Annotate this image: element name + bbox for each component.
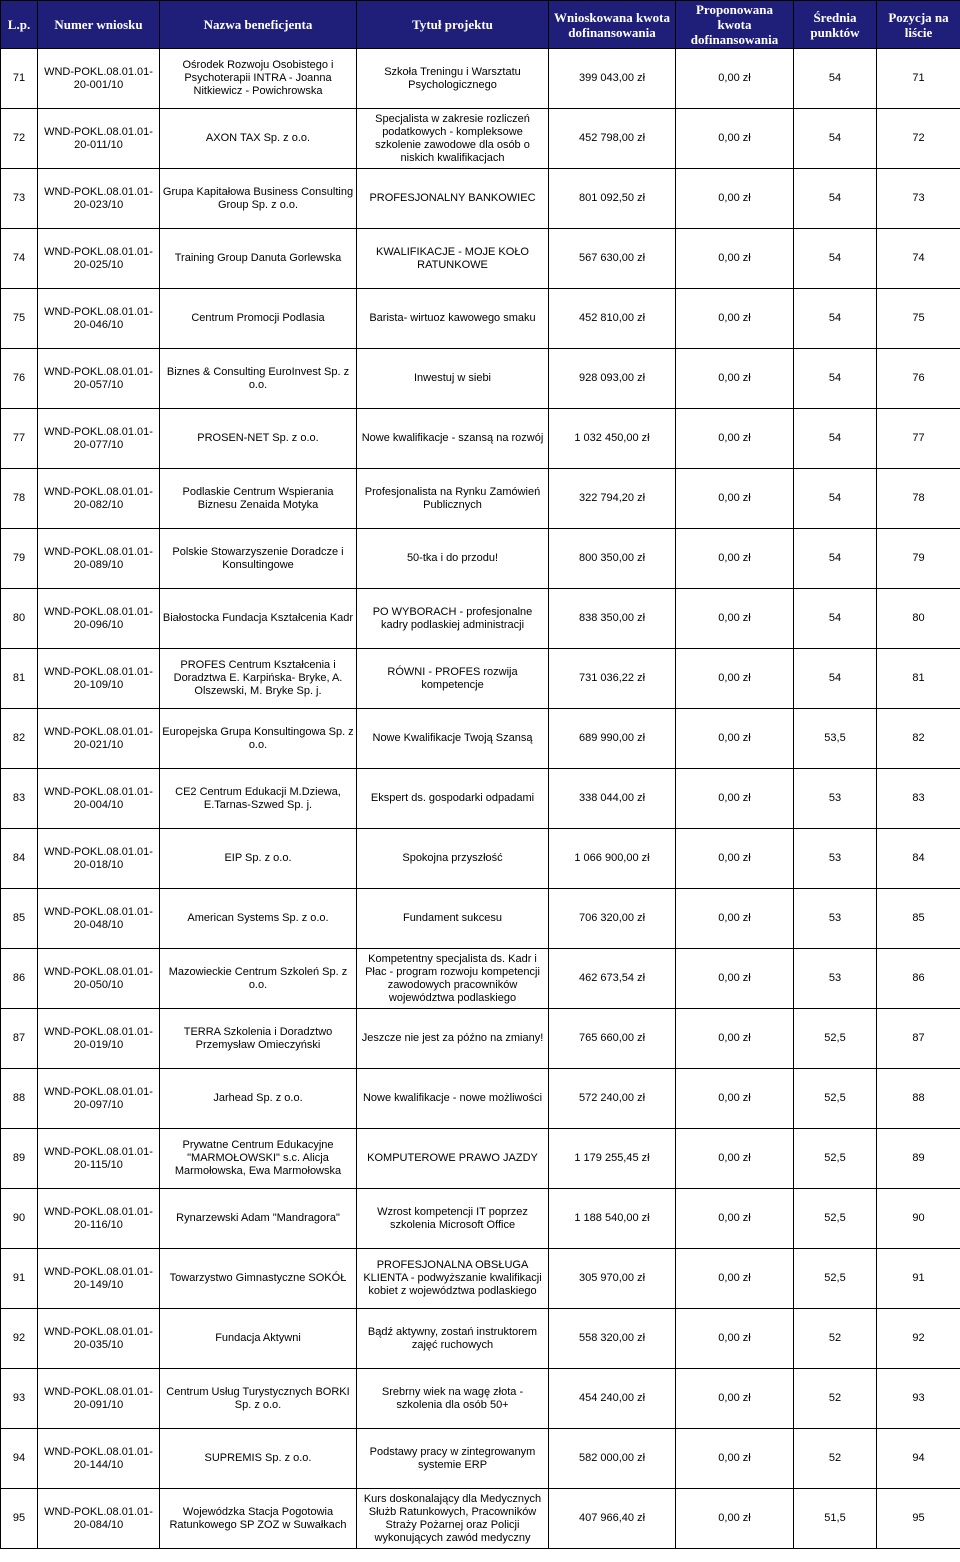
table-row [1, 289, 960, 349]
row-beneficiary: Training Group Danuta Gorlewska [160, 229, 357, 289]
table-row [1, 709, 960, 769]
row-average-points: 53 [794, 949, 877, 1009]
row-average-points: 53 [794, 889, 877, 949]
row-proposed-amount: 0,00 zł [676, 1069, 794, 1129]
row-average-points: 52,5 [794, 1249, 877, 1309]
row-beneficiary: Białostocka Fundacja Kształcenia Kadr [160, 589, 357, 649]
row-requested-amount: 689 990,00 zł [549, 709, 676, 769]
header-lp: L.p. [1, 1, 38, 49]
row-lp: 83 [1, 769, 38, 829]
row-lp: 84 [1, 829, 38, 889]
header-proposed-amount: Proponowana kwota dofinansowania [676, 1, 794, 49]
table-row [1, 169, 960, 229]
row-application-number: WND-POKL.08.01.01-20-048/10 [38, 889, 160, 949]
table-row [1, 949, 960, 1009]
row-lp: 95 [1, 1489, 38, 1549]
row-list-position: 79 [877, 529, 960, 589]
row-requested-amount: 1 066 900,00 zł [549, 829, 676, 889]
row-application-number: WND-POKL.08.01.01-20-082/10 [38, 469, 160, 529]
row-lp: 94 [1, 1429, 38, 1489]
row-proposed-amount: 0,00 zł [676, 889, 794, 949]
row-project-title: KOMPUTEROWE PRAWO JAZDY [357, 1129, 549, 1189]
row-requested-amount: 801 092,50 zł [549, 169, 676, 229]
row-beneficiary: PROSEN-NET Sp. z o.o. [160, 409, 357, 469]
row-lp: 91 [1, 1249, 38, 1309]
row-proposed-amount: 0,00 zł [676, 649, 794, 709]
row-list-position: 94 [877, 1429, 960, 1489]
row-lp: 87 [1, 1009, 38, 1069]
row-project-title: Barista- wirtuoz kawowego smaku [357, 289, 549, 349]
row-list-position: 80 [877, 589, 960, 649]
row-beneficiary: SUPREMIS Sp. z o.o. [160, 1429, 357, 1489]
row-list-position: 78 [877, 469, 960, 529]
row-lp: 88 [1, 1069, 38, 1129]
row-average-points: 54 [794, 589, 877, 649]
row-application-number: WND-POKL.08.01.01-20-021/10 [38, 709, 160, 769]
row-lp: 79 [1, 529, 38, 589]
row-requested-amount: 706 320,00 zł [549, 889, 676, 949]
row-average-points: 54 [794, 409, 877, 469]
row-lp: 93 [1, 1369, 38, 1429]
row-project-title: PROFESJONALNA OBSŁUGA KLIENTA - podwyższanie kwalifikacji kobiet z województwa podlaskiego [357, 1249, 549, 1309]
row-average-points: 53 [794, 769, 877, 829]
row-project-title: Ekspert ds. gospodarki odpadami [357, 769, 549, 829]
row-beneficiary: Prywatne Centrum Edukacyjne "MARMOŁOWSKI" s.c. Alicja Marmołowska, Ewa Marmołowska [160, 1129, 357, 1189]
row-application-number: WND-POKL.08.01.01-20-096/10 [38, 589, 160, 649]
row-project-title: Fundament sukcesu [357, 889, 549, 949]
row-beneficiary: Grupa Kapitałowa Business Consulting Group Sp. z o.o. [160, 169, 357, 229]
row-proposed-amount: 0,00 zł [676, 1009, 794, 1069]
row-average-points: 52,5 [794, 1129, 877, 1189]
row-proposed-amount: 0,00 zł [676, 1309, 794, 1369]
row-proposed-amount: 0,00 zł [676, 709, 794, 769]
table-row [1, 1009, 960, 1069]
row-lp: 90 [1, 1189, 38, 1249]
row-beneficiary: Mazowieckie Centrum Szkoleń Sp. z o.o. [160, 949, 357, 1009]
row-project-title: Podstawy pracy w zintegrowanym systemie ERP [357, 1429, 549, 1489]
row-average-points: 52 [794, 1369, 877, 1429]
row-requested-amount: 1 179 255,45 zł [549, 1129, 676, 1189]
row-project-title: Wzrost kompetencji IT poprzez szkolenia Microsoft Office [357, 1189, 549, 1249]
row-application-number: WND-POKL.08.01.01-20-025/10 [38, 229, 160, 289]
row-lp: 86 [1, 949, 38, 1009]
row-beneficiary: Biznes & Consulting EuroInvest Sp. z o.o. [160, 349, 357, 409]
row-project-title: PROFESJONALNY BANKOWIEC [357, 169, 549, 229]
row-beneficiary: Ośrodek Rozwoju Osobistego i Psychoterapii INTRA - Joanna Nitkiewicz - Powichrowska [160, 49, 357, 109]
table-row [1, 829, 960, 889]
row-list-position: 73 [877, 169, 960, 229]
header-requested-amount: Wnioskowana kwota dofinansowania [549, 1, 676, 49]
row-proposed-amount: 0,00 zł [676, 829, 794, 889]
table-row [1, 109, 960, 169]
header-average-points: Średnia punktów [794, 1, 877, 49]
row-list-position: 87 [877, 1009, 960, 1069]
row-proposed-amount: 0,00 zł [676, 1429, 794, 1489]
row-requested-amount: 838 350,00 zł [549, 589, 676, 649]
row-requested-amount: 452 810,00 zł [549, 289, 676, 349]
row-proposed-amount: 0,00 zł [676, 589, 794, 649]
row-proposed-amount: 0,00 zł [676, 1129, 794, 1189]
row-lp: 71 [1, 49, 38, 109]
row-list-position: 72 [877, 109, 960, 169]
table-row [1, 1429, 960, 1489]
header-beneficiary: Nazwa beneficjenta [160, 1, 357, 49]
row-beneficiary: Centrum Promocji Podlasia [160, 289, 357, 349]
row-proposed-amount: 0,00 zł [676, 1369, 794, 1429]
row-project-title: Bądź aktywny, zostań instruktorem zajęć ruchowych [357, 1309, 549, 1369]
row-project-title: 50-tka i do przodu! [357, 529, 549, 589]
row-average-points: 54 [794, 169, 877, 229]
table-row [1, 1189, 960, 1249]
row-application-number: WND-POKL.08.01.01-20-116/10 [38, 1189, 160, 1249]
row-list-position: 71 [877, 49, 960, 109]
row-requested-amount: 928 093,00 zł [549, 349, 676, 409]
row-project-title: Nowe kwalifikacje - nowe możliwości [357, 1069, 549, 1129]
row-project-title: Srebrny wiek na wagę złota - szkolenia dla osób 50+ [357, 1369, 549, 1429]
row-requested-amount: 572 240,00 zł [549, 1069, 676, 1129]
row-application-number: WND-POKL.08.01.01-20-115/10 [38, 1129, 160, 1189]
row-application-number: WND-POKL.08.01.01-20-035/10 [38, 1309, 160, 1369]
row-application-number: WND-POKL.08.01.01-20-097/10 [38, 1069, 160, 1129]
row-beneficiary: Europejska Grupa Konsultingowa Sp. z o.o. [160, 709, 357, 769]
row-list-position: 91 [877, 1249, 960, 1309]
row-beneficiary: Jarhead Sp. z o.o. [160, 1069, 357, 1129]
row-average-points: 54 [794, 649, 877, 709]
row-lp: 77 [1, 409, 38, 469]
table-row [1, 649, 960, 709]
row-application-number: WND-POKL.08.01.01-20-050/10 [38, 949, 160, 1009]
row-lp: 75 [1, 289, 38, 349]
row-list-position: 86 [877, 949, 960, 1009]
row-proposed-amount: 0,00 zł [676, 529, 794, 589]
row-proposed-amount: 0,00 zł [676, 289, 794, 349]
header-list-position: Pozycja na liście [877, 1, 960, 49]
row-list-position: 75 [877, 289, 960, 349]
row-application-number: WND-POKL.08.01.01-20-089/10 [38, 529, 160, 589]
row-proposed-amount: 0,00 zł [676, 349, 794, 409]
row-lp: 74 [1, 229, 38, 289]
row-beneficiary: CE2 Centrum Edukacji M.Dziewa, E.Tarnas-Szwed Sp. j. [160, 769, 357, 829]
row-average-points: 54 [794, 109, 877, 169]
row-beneficiary: Towarzystwo Gimnastyczne SOKÓŁ [160, 1249, 357, 1309]
row-beneficiary: American Systems Sp. z o.o. [160, 889, 357, 949]
table-row [1, 1249, 960, 1309]
table-row [1, 1369, 960, 1429]
row-list-position: 74 [877, 229, 960, 289]
row-project-title: Inwestuj w siebi [357, 349, 549, 409]
table-row [1, 1489, 960, 1549]
row-application-number: WND-POKL.08.01.01-20-057/10 [38, 349, 160, 409]
row-requested-amount: 399 043,00 zł [549, 49, 676, 109]
row-list-position: 83 [877, 769, 960, 829]
row-beneficiary: PROFES Centrum Kształcenia i Doradztwa E. Karpińska- Bryke, A. Olszewski, M. Bryke Sp. j. [160, 649, 357, 709]
row-list-position: 93 [877, 1369, 960, 1429]
row-lp: 81 [1, 649, 38, 709]
row-average-points: 54 [794, 229, 877, 289]
row-list-position: 84 [877, 829, 960, 889]
row-beneficiary: TERRA Szkolenia i Doradztwo Przemysław Omieczyński [160, 1009, 357, 1069]
row-list-position: 82 [877, 709, 960, 769]
row-application-number: WND-POKL.08.01.01-20-011/10 [38, 109, 160, 169]
row-project-title: Kurs doskonalający dla Medycznych Służb Ratunkowych, Pracowników Straży Pożarnej oraz Policji wykonujących zawód medyczny [357, 1489, 549, 1549]
row-application-number: WND-POKL.08.01.01-20-018/10 [38, 829, 160, 889]
row-average-points: 54 [794, 49, 877, 109]
table-row [1, 349, 960, 409]
row-project-title: RÓWNI - PROFES rozwija kompetencje [357, 649, 549, 709]
row-proposed-amount: 0,00 zł [676, 409, 794, 469]
row-requested-amount: 338 044,00 zł [549, 769, 676, 829]
row-proposed-amount: 0,00 zł [676, 109, 794, 169]
row-average-points: 52,5 [794, 1069, 877, 1129]
row-project-title: Spokojna przyszłość [357, 829, 549, 889]
row-proposed-amount: 0,00 zł [676, 469, 794, 529]
row-lp: 82 [1, 709, 38, 769]
row-project-title: Profesjonalista na Rynku Zamówień Publicznych [357, 469, 549, 529]
row-application-number: WND-POKL.08.01.01-20-023/10 [38, 169, 160, 229]
row-requested-amount: 407 966,40 zł [549, 1489, 676, 1549]
row-requested-amount: 462 673,54 zł [549, 949, 676, 1009]
header-application-number: Numer wniosku [38, 1, 160, 49]
table-row [1, 529, 960, 589]
row-application-number: WND-POKL.08.01.01-20-046/10 [38, 289, 160, 349]
row-beneficiary: Rynarzewski Adam "Mandragora" [160, 1189, 357, 1249]
header-row [1, 1, 960, 49]
row-average-points: 52,5 [794, 1189, 877, 1249]
row-requested-amount: 567 630,00 zł [549, 229, 676, 289]
row-beneficiary: Centrum Usług Turystycznych BORKI Sp. z o.o. [160, 1369, 357, 1429]
row-application-number: WND-POKL.08.01.01-20-019/10 [38, 1009, 160, 1069]
row-average-points: 53,5 [794, 709, 877, 769]
row-average-points: 52,5 [794, 1009, 877, 1069]
row-beneficiary: AXON TAX Sp. z o.o. [160, 109, 357, 169]
row-application-number: WND-POKL.08.01.01-20-144/10 [38, 1429, 160, 1489]
table-row [1, 1309, 960, 1369]
row-project-title: Nowe Kwalifikacje Twoją Szansą [357, 709, 549, 769]
row-application-number: WND-POKL.08.01.01-20-091/10 [38, 1369, 160, 1429]
row-list-position: 76 [877, 349, 960, 409]
table-row [1, 589, 960, 649]
table-row [1, 49, 960, 109]
row-requested-amount: 454 240,00 zł [549, 1369, 676, 1429]
row-requested-amount: 582 000,00 zł [549, 1429, 676, 1489]
row-project-title: KWALIFIKACJE - MOJE KOŁO RATUNKOWE [357, 229, 549, 289]
row-project-title: Kompetentny specjalista ds. Kadr i Płac - program rozwoju kompetencji zawodowych pracowników województwa podlaskiego [357, 949, 549, 1009]
row-list-position: 81 [877, 649, 960, 709]
row-requested-amount: 1 032 450,00 zł [549, 409, 676, 469]
row-application-number: WND-POKL.08.01.01-20-001/10 [38, 49, 160, 109]
row-average-points: 51,5 [794, 1489, 877, 1549]
row-average-points: 54 [794, 469, 877, 529]
row-beneficiary: Polskie Stowarzyszenie Doradcze i Konsultingowe [160, 529, 357, 589]
row-list-position: 77 [877, 409, 960, 469]
table-row [1, 469, 960, 529]
row-average-points: 54 [794, 289, 877, 349]
row-beneficiary: Podlaskie Centrum Wspierania Biznesu Zenaida Motyka [160, 469, 357, 529]
row-list-position: 85 [877, 889, 960, 949]
row-average-points: 54 [794, 349, 877, 409]
row-lp: 80 [1, 589, 38, 649]
row-requested-amount: 800 350,00 zł [549, 529, 676, 589]
row-average-points: 54 [794, 529, 877, 589]
row-lp: 73 [1, 169, 38, 229]
row-average-points: 52 [794, 1309, 877, 1369]
row-requested-amount: 305 970,00 zł [549, 1249, 676, 1309]
table-row [1, 229, 960, 289]
table-row [1, 1069, 960, 1129]
row-list-position: 89 [877, 1129, 960, 1189]
table-row [1, 1129, 960, 1189]
row-list-position: 88 [877, 1069, 960, 1129]
row-project-title: Szkoła Treningu i Warsztatu Psychologicznego [357, 49, 549, 109]
row-lp: 76 [1, 349, 38, 409]
row-lp: 78 [1, 469, 38, 529]
row-application-number: WND-POKL.08.01.01-20-149/10 [38, 1249, 160, 1309]
row-requested-amount: 452 798,00 zł [549, 109, 676, 169]
row-lp: 89 [1, 1129, 38, 1189]
row-requested-amount: 558 320,00 zł [549, 1309, 676, 1369]
row-proposed-amount: 0,00 zł [676, 769, 794, 829]
row-list-position: 90 [877, 1189, 960, 1249]
row-proposed-amount: 0,00 zł [676, 949, 794, 1009]
row-application-number: WND-POKL.08.01.01-20-084/10 [38, 1489, 160, 1549]
row-proposed-amount: 0,00 zł [676, 229, 794, 289]
row-beneficiary: Fundacja Aktywni [160, 1309, 357, 1369]
row-application-number: WND-POKL.08.01.01-20-109/10 [38, 649, 160, 709]
row-requested-amount: 1 188 540,00 zł [549, 1189, 676, 1249]
row-average-points: 52 [794, 1429, 877, 1489]
row-project-title: Specjalista w zakresie rozliczeń podatkowych - kompleksowe szkolenie zawodowe dla osób o niskich kwalifikacjach [357, 109, 549, 169]
row-lp: 92 [1, 1309, 38, 1369]
row-beneficiary: Wojewódzka Stacja Pogotowia Ratunkowego SP ZOZ w Suwałkach [160, 1489, 357, 1549]
row-requested-amount: 731 036,22 zł [549, 649, 676, 709]
row-project-title: PO WYBORACH - profesjonalne kadry podlaskiej administracji [357, 589, 549, 649]
row-application-number: WND-POKL.08.01.01-20-077/10 [38, 409, 160, 469]
row-beneficiary: EIP Sp. z o.o. [160, 829, 357, 889]
row-lp: 72 [1, 109, 38, 169]
row-lp: 85 [1, 889, 38, 949]
row-proposed-amount: 0,00 zł [676, 1249, 794, 1309]
row-requested-amount: 322 794,20 zł [549, 469, 676, 529]
row-requested-amount: 765 660,00 zł [549, 1009, 676, 1069]
table-row [1, 409, 960, 469]
row-application-number: WND-POKL.08.01.01-20-004/10 [38, 769, 160, 829]
row-project-title: Jeszcze nie jest za późno na zmiany! [357, 1009, 549, 1069]
row-project-title: Nowe kwalifikacje - szansą na rozwój [357, 409, 549, 469]
header-project-title: Tytuł projektu [357, 1, 549, 49]
row-proposed-amount: 0,00 zł [676, 1489, 794, 1549]
row-proposed-amount: 0,00 zł [676, 169, 794, 229]
row-list-position: 95 [877, 1489, 960, 1549]
table-row [1, 769, 960, 829]
row-proposed-amount: 0,00 zł [676, 49, 794, 109]
table-row [1, 889, 960, 949]
row-list-position: 92 [877, 1309, 960, 1369]
row-proposed-amount: 0,00 zł [676, 1189, 794, 1249]
row-average-points: 53 [794, 829, 877, 889]
